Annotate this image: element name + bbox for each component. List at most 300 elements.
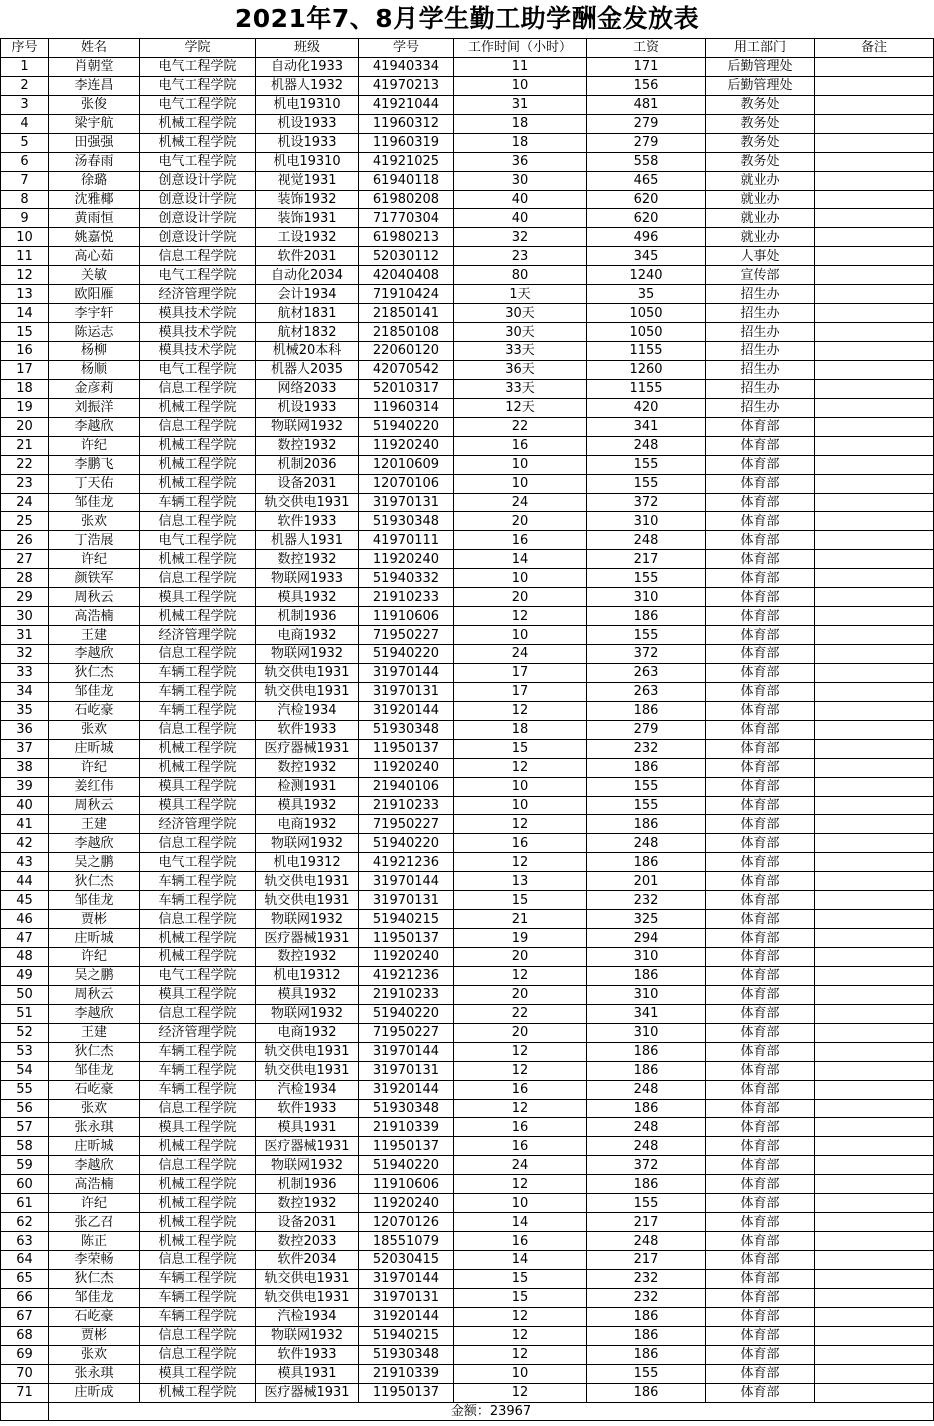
- cell-college[interactable]: 经济管理学院: [140, 285, 256, 304]
- cell-remarks[interactable]: [815, 1213, 934, 1232]
- cell-college[interactable]: 经济管理学院: [140, 626, 256, 645]
- cell-remarks[interactable]: [815, 228, 934, 247]
- cell-class[interactable]: 物联网1932: [256, 1326, 359, 1345]
- cell-name[interactable]: 邹佳龙: [49, 891, 140, 910]
- cell-name[interactable]: 狄仁杰: [49, 1042, 140, 1061]
- cell-student-id[interactable]: 12070106: [359, 474, 454, 493]
- cell-remarks[interactable]: [815, 1175, 934, 1194]
- cell-index[interactable]: 49: [1, 966, 49, 985]
- cell-class[interactable]: 轨交供电1931: [256, 1061, 359, 1080]
- cell-name[interactable]: 关敏: [49, 266, 140, 285]
- cell-index[interactable]: 6: [1, 152, 49, 171]
- cell-wage[interactable]: 1155: [587, 342, 706, 361]
- cell-student-id[interactable]: 31920144: [359, 1307, 454, 1326]
- cell-work-hours[interactable]: 15: [454, 891, 587, 910]
- cell-student-id[interactable]: 31920144: [359, 1080, 454, 1099]
- cell-remarks[interactable]: [815, 1156, 934, 1175]
- cell-class[interactable]: 物联网1933: [256, 569, 359, 588]
- cell-class[interactable]: 机设1933: [256, 114, 359, 133]
- cell-name[interactable]: 张永琪: [49, 1118, 140, 1137]
- cell-work-hours[interactable]: 12: [454, 701, 587, 720]
- cell-college[interactable]: 机械工程学院: [140, 550, 256, 569]
- cell-index[interactable]: 50: [1, 985, 49, 1004]
- cell-student-id[interactable]: 71950227: [359, 1023, 454, 1042]
- cell-index[interactable]: 21: [1, 436, 49, 455]
- cell-student-id[interactable]: 11960319: [359, 133, 454, 152]
- cell-wage[interactable]: 232: [587, 1288, 706, 1307]
- cell-name[interactable]: 许纪: [49, 550, 140, 569]
- cell-department[interactable]: 招生办: [706, 360, 815, 379]
- cell-remarks[interactable]: [815, 1251, 934, 1270]
- cell-department[interactable]: 体育部: [706, 645, 815, 664]
- cell-work-hours[interactable]: 22: [454, 1004, 587, 1023]
- cell-index[interactable]: 15: [1, 323, 49, 342]
- cell-index[interactable]: 7: [1, 171, 49, 190]
- cell-work-hours[interactable]: 18: [454, 720, 587, 739]
- cell-student-id[interactable]: 41970213: [359, 76, 454, 95]
- cell-class[interactable]: 模具1931: [256, 1118, 359, 1137]
- cell-student-id[interactable]: 41970111: [359, 531, 454, 550]
- cell-college[interactable]: 模具工程学院: [140, 777, 256, 796]
- cell-college[interactable]: 模具工程学院: [140, 1118, 256, 1137]
- cell-wage[interactable]: 155: [587, 796, 706, 815]
- cell-wage[interactable]: 248: [587, 1118, 706, 1137]
- cell-work-hours[interactable]: 32: [454, 228, 587, 247]
- cell-department[interactable]: 体育部: [706, 872, 815, 891]
- cell-remarks[interactable]: [815, 1345, 934, 1364]
- cell-student-id[interactable]: 51940220: [359, 1004, 454, 1023]
- cell-class[interactable]: 医疗器械1931: [256, 929, 359, 948]
- cell-college[interactable]: 模具技术学院: [140, 323, 256, 342]
- cell-index[interactable]: 62: [1, 1213, 49, 1232]
- cell-college[interactable]: 机械工程学院: [140, 455, 256, 474]
- cell-department[interactable]: 体育部: [706, 663, 815, 682]
- cell-work-hours[interactable]: 31: [454, 95, 587, 114]
- cell-student-id[interactable]: 11920240: [359, 758, 454, 777]
- cell-student-id[interactable]: 11950137: [359, 1137, 454, 1156]
- cell-work-hours[interactable]: 24: [454, 645, 587, 664]
- cell-work-hours[interactable]: 11: [454, 57, 587, 76]
- cell-work-hours[interactable]: 19: [454, 929, 587, 948]
- header-cell-department[interactable]: 用工部门: [706, 39, 815, 58]
- cell-remarks[interactable]: [815, 834, 934, 853]
- cell-class[interactable]: 模具1931: [256, 1364, 359, 1383]
- cell-work-hours[interactable]: 20: [454, 588, 587, 607]
- cell-remarks[interactable]: [815, 1080, 934, 1099]
- cell-work-hours[interactable]: 10: [454, 569, 587, 588]
- cell-college[interactable]: 信息工程学院: [140, 379, 256, 398]
- cell-name[interactable]: 张俊: [49, 95, 140, 114]
- cell-student-id[interactable]: 21910233: [359, 588, 454, 607]
- cell-student-id[interactable]: 11920240: [359, 1194, 454, 1213]
- cell-wage[interactable]: 1260: [587, 360, 706, 379]
- cell-index[interactable]: 8: [1, 190, 49, 209]
- cell-department[interactable]: 体育部: [706, 815, 815, 834]
- cell-name[interactable]: 李越欣: [49, 1004, 140, 1023]
- cell-wage[interactable]: 310: [587, 985, 706, 1004]
- cell-name[interactable]: 许纪: [49, 758, 140, 777]
- cell-student-id[interactable]: 51940220: [359, 417, 454, 436]
- cell-name[interactable]: 李连昌: [49, 76, 140, 95]
- cell-wage[interactable]: 186: [587, 1307, 706, 1326]
- cell-name[interactable]: 杨顺: [49, 360, 140, 379]
- cell-college[interactable]: 车辆工程学院: [140, 1061, 256, 1080]
- cell-wage[interactable]: 186: [587, 1099, 706, 1118]
- cell-name[interactable]: 许纪: [49, 1194, 140, 1213]
- cell-student-id[interactable]: 11920240: [359, 436, 454, 455]
- cell-work-hours[interactable]: 14: [454, 1251, 587, 1270]
- header-cell-remarks[interactable]: 备注: [815, 39, 934, 58]
- cell-wage[interactable]: 217: [587, 1251, 706, 1270]
- cell-department[interactable]: 体育部: [706, 985, 815, 1004]
- cell-department[interactable]: 体育部: [706, 929, 815, 948]
- cell-class[interactable]: 物联网1932: [256, 910, 359, 929]
- cell-remarks[interactable]: [815, 304, 934, 323]
- cell-student-id[interactable]: 11910606: [359, 607, 454, 626]
- cell-college[interactable]: 信息工程学院: [140, 1326, 256, 1345]
- cell-wage[interactable]: 186: [587, 1326, 706, 1345]
- cell-department[interactable]: 就业办: [706, 228, 815, 247]
- cell-class[interactable]: 汽检1934: [256, 1080, 359, 1099]
- cell-remarks[interactable]: [815, 114, 934, 133]
- cell-student-id[interactable]: 31970131: [359, 891, 454, 910]
- cell-class[interactable]: 轨交供电1931: [256, 682, 359, 701]
- cell-name[interactable]: 李越欣: [49, 645, 140, 664]
- cell-college[interactable]: 电气工程学院: [140, 266, 256, 285]
- cell-name[interactable]: 石屹豪: [49, 1307, 140, 1326]
- cell-department[interactable]: 体育部: [706, 417, 815, 436]
- cell-class[interactable]: 物联网1932: [256, 1004, 359, 1023]
- cell-class[interactable]: 软件1933: [256, 1345, 359, 1364]
- cell-name[interactable]: 石屹豪: [49, 701, 140, 720]
- cell-index[interactable]: 47: [1, 929, 49, 948]
- header-cell-class[interactable]: 班级: [256, 39, 359, 58]
- cell-college[interactable]: 经济管理学院: [140, 1023, 256, 1042]
- cell-index[interactable]: 59: [1, 1156, 49, 1175]
- cell-class[interactable]: 软件2034: [256, 1251, 359, 1270]
- cell-remarks[interactable]: [815, 95, 934, 114]
- cell-class[interactable]: 汽检1934: [256, 701, 359, 720]
- cell-department[interactable]: 体育部: [706, 1251, 815, 1270]
- cell-class[interactable]: 软件1933: [256, 720, 359, 739]
- cell-student-id[interactable]: 31970144: [359, 872, 454, 891]
- cell-remarks[interactable]: [815, 910, 934, 929]
- cell-name[interactable]: 王建: [49, 815, 140, 834]
- cell-work-hours[interactable]: 12: [454, 1345, 587, 1364]
- cell-name[interactable]: 庄昕城: [49, 929, 140, 948]
- cell-wage[interactable]: 186: [587, 1345, 706, 1364]
- cell-remarks[interactable]: [815, 872, 934, 891]
- cell-remarks[interactable]: [815, 1383, 934, 1402]
- cell-remarks[interactable]: [815, 966, 934, 985]
- cell-name[interactable]: 许纪: [49, 436, 140, 455]
- cell-college[interactable]: 信息工程学院: [140, 247, 256, 266]
- cell-work-hours[interactable]: 17: [454, 663, 587, 682]
- cell-college[interactable]: 信息工程学院: [140, 1251, 256, 1270]
- cell-student-id[interactable]: 51940215: [359, 1326, 454, 1345]
- cell-college[interactable]: 机械工程学院: [140, 1194, 256, 1213]
- cell-department[interactable]: 招生办: [706, 323, 815, 342]
- cell-work-hours[interactable]: 10: [454, 76, 587, 95]
- cell-department[interactable]: 体育部: [706, 777, 815, 796]
- cell-work-hours[interactable]: 10: [454, 796, 587, 815]
- cell-department[interactable]: 体育部: [706, 512, 815, 531]
- cell-department[interactable]: 体育部: [706, 569, 815, 588]
- cell-student-id[interactable]: 41921236: [359, 853, 454, 872]
- cell-college[interactable]: 机械工程学院: [140, 739, 256, 758]
- cell-name[interactable]: 陈正: [49, 1232, 140, 1251]
- cell-remarks[interactable]: [815, 342, 934, 361]
- cell-class[interactable]: 轨交供电1931: [256, 663, 359, 682]
- cell-college[interactable]: 机械工程学院: [140, 133, 256, 152]
- cell-name[interactable]: 狄仁杰: [49, 1269, 140, 1288]
- cell-student-id[interactable]: 31970144: [359, 1042, 454, 1061]
- cell-index[interactable]: 11: [1, 247, 49, 266]
- cell-index[interactable]: 48: [1, 948, 49, 967]
- cell-index[interactable]: 53: [1, 1042, 49, 1061]
- cell-wage[interactable]: 201: [587, 872, 706, 891]
- cell-student-id[interactable]: 31970144: [359, 1269, 454, 1288]
- cell-wage[interactable]: 155: [587, 455, 706, 474]
- cell-work-hours[interactable]: 15: [454, 1269, 587, 1288]
- cell-name[interactable]: 李荣畅: [49, 1251, 140, 1270]
- cell-college[interactable]: 创意设计学院: [140, 228, 256, 247]
- cell-wage[interactable]: 155: [587, 1364, 706, 1383]
- cell-department[interactable]: 教务处: [706, 133, 815, 152]
- cell-class[interactable]: 软件1933: [256, 512, 359, 531]
- cell-college[interactable]: 信息工程学院: [140, 910, 256, 929]
- cell-index[interactable]: 66: [1, 1288, 49, 1307]
- cell-work-hours[interactable]: 40: [454, 209, 587, 228]
- cell-name[interactable]: 李越欣: [49, 834, 140, 853]
- cell-work-hours[interactable]: 12: [454, 966, 587, 985]
- cell-class[interactable]: 设备2031: [256, 474, 359, 493]
- cell-class[interactable]: 医疗器械1931: [256, 1137, 359, 1156]
- cell-wage[interactable]: 232: [587, 739, 706, 758]
- cell-name[interactable]: 欧阳雁: [49, 285, 140, 304]
- cell-class[interactable]: 数控1932: [256, 1194, 359, 1213]
- cell-index[interactable]: 18: [1, 379, 49, 398]
- cell-class[interactable]: 机设1933: [256, 398, 359, 417]
- cell-student-id[interactable]: 61980208: [359, 190, 454, 209]
- cell-department[interactable]: 体育部: [706, 1345, 815, 1364]
- cell-remarks[interactable]: [815, 1004, 934, 1023]
- cell-student-id[interactable]: 11950137: [359, 929, 454, 948]
- cell-student-id[interactable]: 41940334: [359, 57, 454, 76]
- cell-student-id[interactable]: 51940220: [359, 1156, 454, 1175]
- cell-index[interactable]: 51: [1, 1004, 49, 1023]
- cell-index[interactable]: 29: [1, 588, 49, 607]
- cell-class[interactable]: 航材1832: [256, 323, 359, 342]
- cell-wage[interactable]: 372: [587, 645, 706, 664]
- cell-department[interactable]: 招生办: [706, 304, 815, 323]
- cell-wage[interactable]: 186: [587, 853, 706, 872]
- cell-name[interactable]: 徐璐: [49, 171, 140, 190]
- cell-index[interactable]: 30: [1, 607, 49, 626]
- cell-student-id[interactable]: 42070542: [359, 360, 454, 379]
- header-cell-work-hours[interactable]: 工作时间（小时）: [454, 39, 587, 58]
- cell-department[interactable]: 宣传部: [706, 266, 815, 285]
- cell-department[interactable]: 体育部: [706, 834, 815, 853]
- cell-wage[interactable]: 155: [587, 626, 706, 645]
- cell-wage[interactable]: 325: [587, 910, 706, 929]
- cell-remarks[interactable]: [815, 891, 934, 910]
- cell-remarks[interactable]: [815, 152, 934, 171]
- cell-student-id[interactable]: 21850108: [359, 323, 454, 342]
- cell-class[interactable]: 机设1933: [256, 133, 359, 152]
- cell-work-hours[interactable]: 10: [454, 777, 587, 796]
- cell-name[interactable]: 周秋云: [49, 985, 140, 1004]
- cell-wage[interactable]: 279: [587, 133, 706, 152]
- cell-work-hours[interactable]: 16: [454, 1080, 587, 1099]
- cell-name[interactable]: 张欢: [49, 1099, 140, 1118]
- cell-college[interactable]: 电气工程学院: [140, 76, 256, 95]
- cell-department[interactable]: 后勤管理处: [706, 76, 815, 95]
- cell-remarks[interactable]: [815, 323, 934, 342]
- cell-wage[interactable]: 620: [587, 190, 706, 209]
- cell-index[interactable]: 28: [1, 569, 49, 588]
- cell-class[interactable]: 轨交供电1931: [256, 891, 359, 910]
- cell-name[interactable]: 张乙召: [49, 1213, 140, 1232]
- cell-index[interactable]: 42: [1, 834, 49, 853]
- cell-index[interactable]: 17: [1, 360, 49, 379]
- cell-index[interactable]: 69: [1, 1345, 49, 1364]
- cell-student-id[interactable]: 51940220: [359, 645, 454, 664]
- cell-remarks[interactable]: [815, 171, 934, 190]
- cell-department[interactable]: 就业办: [706, 190, 815, 209]
- cell-name[interactable]: 肖朝堂: [49, 57, 140, 76]
- cell-name[interactable]: 石屹豪: [49, 1080, 140, 1099]
- cell-remarks[interactable]: [815, 398, 934, 417]
- cell-name[interactable]: 高心茹: [49, 247, 140, 266]
- cell-college[interactable]: 电气工程学院: [140, 360, 256, 379]
- cell-index[interactable]: 35: [1, 701, 49, 720]
- cell-department[interactable]: 体育部: [706, 1004, 815, 1023]
- cell-wage[interactable]: 186: [587, 815, 706, 834]
- cell-department[interactable]: 体育部: [706, 758, 815, 777]
- cell-wage[interactable]: 155: [587, 474, 706, 493]
- cell-name[interactable]: 周秋云: [49, 796, 140, 815]
- cell-remarks[interactable]: [815, 1307, 934, 1326]
- cell-index[interactable]: 20: [1, 417, 49, 436]
- cell-remarks[interactable]: [815, 550, 934, 569]
- cell-work-hours[interactable]: 10: [454, 626, 587, 645]
- cell-index[interactable]: 44: [1, 872, 49, 891]
- cell-student-id[interactable]: 51930348: [359, 512, 454, 531]
- cell-remarks[interactable]: [815, 777, 934, 796]
- cell-remarks[interactable]: [815, 739, 934, 758]
- cell-name[interactable]: 黄雨恒: [49, 209, 140, 228]
- cell-college[interactable]: 机械工程学院: [140, 114, 256, 133]
- cell-college[interactable]: 电气工程学院: [140, 853, 256, 872]
- cell-department[interactable]: 体育部: [706, 1383, 815, 1402]
- cell-remarks[interactable]: [815, 588, 934, 607]
- cell-index[interactable]: 16: [1, 342, 49, 361]
- cell-index[interactable]: 64: [1, 1251, 49, 1270]
- cell-department[interactable]: 体育部: [706, 1269, 815, 1288]
- cell-wage[interactable]: 155: [587, 1194, 706, 1213]
- cell-department[interactable]: 体育部: [706, 1213, 815, 1232]
- cell-college[interactable]: 机械工程学院: [140, 1383, 256, 1402]
- cell-wage[interactable]: 1240: [587, 266, 706, 285]
- cell-work-hours[interactable]: 20: [454, 1023, 587, 1042]
- cell-department[interactable]: 体育部: [706, 796, 815, 815]
- cell-wage[interactable]: 186: [587, 701, 706, 720]
- cell-student-id[interactable]: 61940118: [359, 171, 454, 190]
- cell-remarks[interactable]: [815, 682, 934, 701]
- cell-work-hours[interactable]: 20: [454, 512, 587, 531]
- cell-department[interactable]: 招生办: [706, 285, 815, 304]
- cell-class[interactable]: 机器人2035: [256, 360, 359, 379]
- cell-wage[interactable]: 310: [587, 948, 706, 967]
- cell-department[interactable]: 体育部: [706, 1080, 815, 1099]
- cell-index[interactable]: 58: [1, 1137, 49, 1156]
- cell-student-id[interactable]: 31970144: [359, 663, 454, 682]
- cell-name[interactable]: 丁浩展: [49, 531, 140, 550]
- cell-department[interactable]: 体育部: [706, 853, 815, 872]
- cell-wage[interactable]: 620: [587, 209, 706, 228]
- cell-student-id[interactable]: 21940106: [359, 777, 454, 796]
- cell-remarks[interactable]: [815, 1232, 934, 1251]
- cell-index[interactable]: 13: [1, 285, 49, 304]
- cell-name[interactable]: 姜红伟: [49, 777, 140, 796]
- cell-work-hours[interactable]: 22: [454, 417, 587, 436]
- cell-name[interactable]: 庄昕成: [49, 1383, 140, 1402]
- cell-index[interactable]: 55: [1, 1080, 49, 1099]
- cell-class[interactable]: 医疗器械1931: [256, 739, 359, 758]
- cell-college[interactable]: 模具工程学院: [140, 1364, 256, 1383]
- cell-name[interactable]: 高浩楠: [49, 607, 140, 626]
- cell-student-id[interactable]: 21910339: [359, 1364, 454, 1383]
- cell-work-hours[interactable]: 12: [454, 1383, 587, 1402]
- cell-wage[interactable]: 341: [587, 1004, 706, 1023]
- cell-student-id[interactable]: 12070126: [359, 1213, 454, 1232]
- cell-department[interactable]: 体育部: [706, 720, 815, 739]
- cell-class[interactable]: 会计1934: [256, 285, 359, 304]
- cell-remarks[interactable]: [815, 720, 934, 739]
- cell-remarks[interactable]: [815, 493, 934, 512]
- cell-college[interactable]: 车辆工程学院: [140, 1307, 256, 1326]
- cell-index[interactable]: 4: [1, 114, 49, 133]
- total-spacer-cell[interactable]: [1, 1402, 49, 1421]
- cell-work-hours[interactable]: 12: [454, 1307, 587, 1326]
- cell-college[interactable]: 机械工程学院: [140, 474, 256, 493]
- cell-remarks[interactable]: [815, 285, 934, 304]
- cell-work-hours[interactable]: 16: [454, 1118, 587, 1137]
- cell-college[interactable]: 信息工程学院: [140, 417, 256, 436]
- cell-college[interactable]: 电气工程学院: [140, 152, 256, 171]
- cell-college[interactable]: 车辆工程学院: [140, 1080, 256, 1099]
- cell-college[interactable]: 电气工程学院: [140, 57, 256, 76]
- cell-class[interactable]: 自动化1933: [256, 57, 359, 76]
- cell-wage[interactable]: 155: [587, 777, 706, 796]
- cell-name[interactable]: 刘振洋: [49, 398, 140, 417]
- cell-college[interactable]: 电气工程学院: [140, 966, 256, 985]
- cell-index[interactable]: 26: [1, 531, 49, 550]
- cell-name[interactable]: 梁宇航: [49, 114, 140, 133]
- cell-name[interactable]: 邹佳龙: [49, 493, 140, 512]
- cell-wage[interactable]: 155: [587, 569, 706, 588]
- cell-class[interactable]: 轨交供电1931: [256, 1288, 359, 1307]
- cell-college[interactable]: 创意设计学院: [140, 190, 256, 209]
- cell-remarks[interactable]: [815, 247, 934, 266]
- cell-index[interactable]: 43: [1, 853, 49, 872]
- cell-department[interactable]: 人事处: [706, 247, 815, 266]
- cell-wage[interactable]: 310: [587, 588, 706, 607]
- cell-student-id[interactable]: 71950227: [359, 815, 454, 834]
- cell-wage[interactable]: 496: [587, 228, 706, 247]
- cell-index[interactable]: 24: [1, 493, 49, 512]
